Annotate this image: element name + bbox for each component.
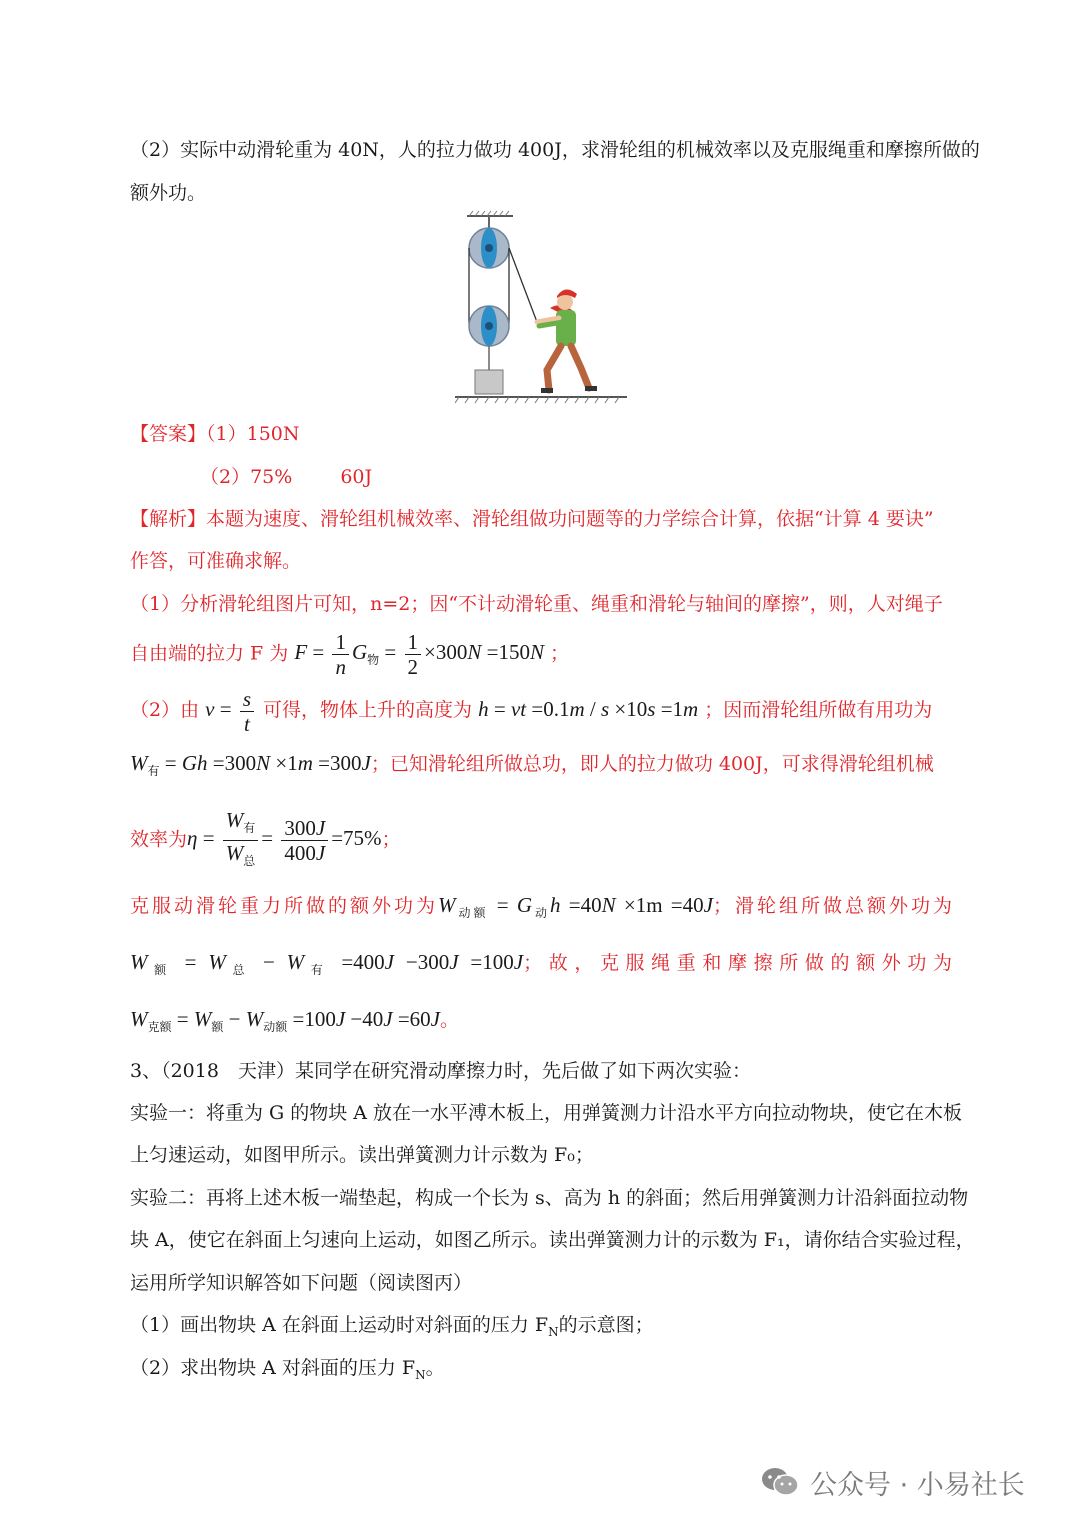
friction-extra-work-formula: $W_{克额} = W_额 - W_{动额} =100J -40J =60J$ bbox=[130, 1007, 440, 1034]
part1-line-2: 自由端的拉力 F 为 F = $\frac{1}{n}$ $G_物$ = $\frac{1}{2}$ ×300N =150N ； bbox=[130, 630, 570, 679]
part2-line-5 bbox=[130, 949, 952, 983]
force-formula: F = $\frac{1}{n}$ $G_物$ = $\frac{1}{2}$ ×300N =150N bbox=[294, 630, 544, 679]
weight-block bbox=[475, 370, 503, 394]
velocity-formula: v = $\frac{s}{t}$ bbox=[205, 697, 257, 721]
part2-line-2 bbox=[130, 750, 952, 784]
part2-line-5-post: ；故，克服绳重和摩擦所做的额外功为 bbox=[523, 952, 953, 974]
analysis-label: 【解析】 bbox=[130, 508, 207, 530]
movable-pulley bbox=[469, 306, 509, 346]
question-3-line-7 bbox=[130, 1312, 952, 1345]
question-3-line-7-end: 的示意图； bbox=[558, 1314, 654, 1336]
efficiency-formula: η = $\frac{W_有}{W_总}$ = $\frac{300J}{400J}$ =75% bbox=[187, 826, 382, 850]
total-extra-work-formula: $W_额 = W_总 - W_有 =400J -300J =100J$ bbox=[130, 950, 524, 977]
question-3-line-6: 运用所学知识解答如下问题（阅读图丙） bbox=[130, 1272, 473, 1294]
answer-1: （1）150N bbox=[206, 423, 300, 445]
part2-line-1 bbox=[130, 686, 952, 736]
ground-hatch bbox=[455, 397, 627, 403]
analysis-line-2: 作答，可准确求解。 bbox=[130, 550, 302, 572]
part1-line-1: （1）分析滑轮组图片可知，n=2；因“不计动滑轮重、绳重和滑轮与轴间的摩擦”，则，人对绳子 bbox=[130, 593, 943, 615]
part2-line-4 bbox=[130, 892, 952, 926]
question-3-line-2: 实验一：将重为 G 的物块 A 放在一水平溥木板上，用弹簧测力计沿水平方向拉动物块，使它在木板 bbox=[130, 1102, 963, 1124]
part2-line-3-pre: 效率为 bbox=[130, 828, 188, 851]
part2-line-4-post: ；滑轮组所做总额外功为 bbox=[712, 895, 952, 917]
fraction-1-over-2: $\frac{1}{2}$ bbox=[405, 630, 422, 679]
question-3-line-1: 3、（2018 天津）某同学在研究滑动摩擦力时，先后做了如下两次实验： bbox=[130, 1060, 751, 1082]
watermark bbox=[760, 1462, 1025, 1502]
question-3-line-4: 实验二：再将上述木板一端垫起，构成一个长为 s、高为 h 的斜面；然后用弹簧测力计沿斜面拉动物 bbox=[130, 1187, 969, 1209]
question-3-line-8 bbox=[130, 1355, 952, 1388]
answer-2a: （2）75% bbox=[200, 466, 293, 488]
answer-line-1 bbox=[130, 421, 952, 447]
question-3-line-5: 块 A，使它在斜面上匀速向上运动，如图乙所示。读出弹簧测力计的示数为 F₁，请你结合实验过程， bbox=[130, 1229, 975, 1251]
fn-subscript-2: N bbox=[415, 1368, 426, 1382]
part2-line-2-post: ；已知滑轮组所做总功，即人的拉力做功 400J，可求得滑轮组机械 bbox=[370, 753, 934, 775]
analysis-line-1 bbox=[130, 506, 952, 532]
question-3-line-8-end: 。 bbox=[425, 1357, 445, 1379]
extra-work-pulley-formula: $W_{动额} = G_动h =40N \times 1m =40J$ bbox=[437, 893, 713, 920]
useful-work-formula: $W_有 = Gh =300N \times 1m =300J$ bbox=[130, 751, 371, 778]
watermark-text: 公众号 · 小易社长 bbox=[810, 1469, 1025, 1501]
part2-line-6-post: 。 bbox=[440, 1009, 460, 1031]
fraction-300-over-400: $\frac{300J}{400J}$ bbox=[281, 816, 328, 865]
fraction-s-over-t: $\frac{s}{t}$ bbox=[240, 687, 254, 736]
wechat-icon bbox=[760, 1466, 800, 1498]
pulley-figure bbox=[455, 210, 630, 410]
part2-line-1-post: ；因而滑轮组所做有用功为 bbox=[704, 699, 933, 721]
question-3-line-8-text: （2）求出物块 A 对斜面的压力 F bbox=[130, 1357, 416, 1379]
question-2-line-1: （2）实际中动滑轮重为 40N，人的拉力做功 400J，求滑轮组的机械效率以及克服绳重和摩擦所做的 bbox=[130, 139, 980, 161]
part2-line-1-mid: 可得，物体上升的高度为 bbox=[263, 699, 473, 721]
analysis-text-1: 本题为速度、滑轮组机械效率、滑轮组做功问题等的力学综合计算，依据“计算 4 要诀” bbox=[206, 508, 934, 530]
fn-subscript: N bbox=[548, 1325, 559, 1339]
question-3-line-3: 上匀速运动，如图甲所示。读出弹簧测力计示数为 F₀； bbox=[130, 1144, 594, 1166]
fixed-pulley bbox=[469, 228, 509, 268]
question-3-line-7-text: （1）画出物块 A 在斜面上运动时对斜面的压力 F bbox=[130, 1314, 549, 1336]
part1-line-2-text: 自由端的拉力 F 为 bbox=[130, 642, 289, 665]
ceiling-hatch bbox=[467, 211, 513, 216]
height-formula: h = vt =0.1m / s ×10s =1m bbox=[478, 697, 699, 721]
fraction-w-useful-over-w-total: $\frac{W_有}{W_总}$ bbox=[223, 808, 259, 873]
answer-label: 【答案】 bbox=[130, 423, 207, 445]
question-2-line-2: 额外功。 bbox=[130, 182, 207, 204]
fraction-1-over-n: $\frac{1}{n}$ bbox=[332, 630, 349, 679]
part2-line-1-pre: （2）由 bbox=[130, 699, 200, 721]
answer-line-2 bbox=[200, 464, 952, 490]
person bbox=[537, 289, 597, 393]
part2-line-3: 效率为η = $\frac{W_有}{W_总}$ = $\frac{300J}{400J}$ =75%； bbox=[130, 808, 952, 873]
part2-line-4-pre: 克服动滑轮重力所做的额外功为 bbox=[130, 895, 438, 917]
part2-line-6 bbox=[130, 1006, 952, 1040]
answer-2b: 60J bbox=[340, 466, 373, 488]
